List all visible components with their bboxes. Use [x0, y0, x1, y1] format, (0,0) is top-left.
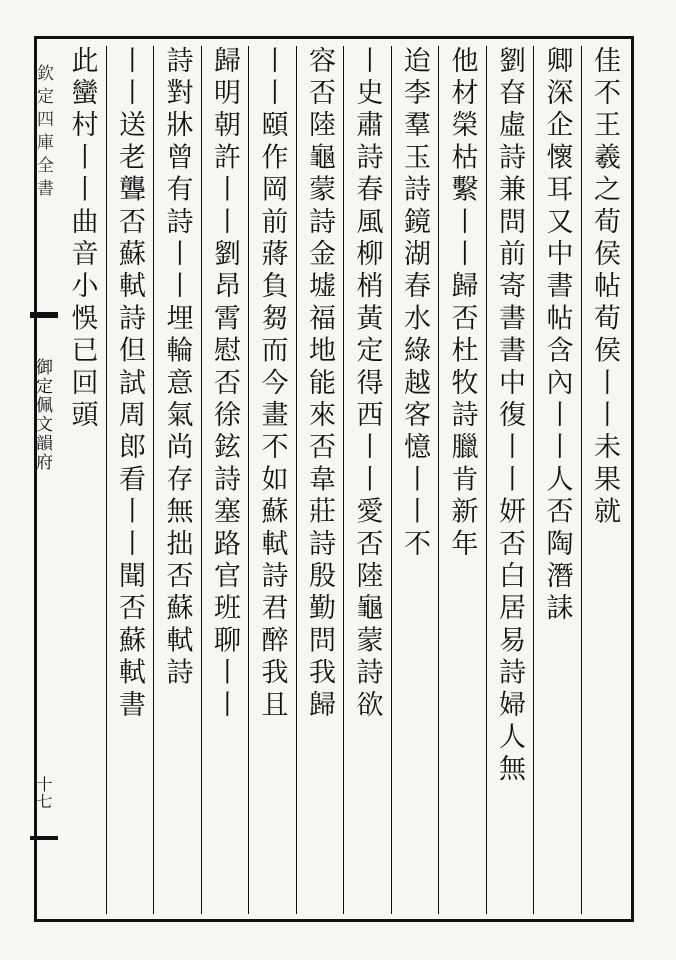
- margin-bottom-bar: [30, 836, 58, 840]
- text-column: 他材榮枯繫丨丨歸否杜牧詩臘肯新年: [438, 46, 486, 914]
- text-columns: [58, 46, 628, 914]
- margin-header-text: 欽定四庫全書: [33, 64, 53, 202]
- text-column: 卿深企懷耳又中書帖含內丨丨人否陶潛誄: [533, 46, 581, 914]
- text-column: 丨史肅詩春風柳梢黃定得西丨丨愛否陸龜蒙詩欲: [343, 46, 391, 914]
- text-column: 此蠻村丨丨曲音小悞已回頭: [66, 46, 98, 433]
- text-column: 佳不王羲之荀侯帖荀侯丨丨未果就: [581, 46, 629, 914]
- text-column: 丨丨送老聾否蘇軾詩但試周郎看丨丨聞否蘇軾書: [106, 46, 154, 914]
- text-column: 劉昚虛詩兼問前寄書書中復丨丨妍否白居易詩婦人無: [486, 46, 534, 914]
- text-column: 詩對牀曾有詩丨丨埋輪意氣尚存無拙否蘇軾詩: [153, 46, 201, 914]
- book-title: 御定佩文韻府: [32, 358, 52, 472]
- text-column: 丨丨頤作岡前蔣負芻而今畫不如蘇軾詩君醉我且: [248, 46, 296, 914]
- text-column: 迨李羣玉詩鏡湖春水綠越客憶丨丨不: [391, 46, 439, 914]
- page-margin: [30, 40, 56, 920]
- text-column: 容否陸龜蒙詩金墟福地能來否韋莊詩殷勤問我歸: [296, 46, 344, 914]
- text-column: 歸明朝許丨丨劉昂霄慰否徐鉉詩塞路官班聊丨丨: [201, 46, 249, 914]
- margin-fishtail-bar: [30, 312, 58, 318]
- page-number: 十七: [34, 776, 53, 810]
